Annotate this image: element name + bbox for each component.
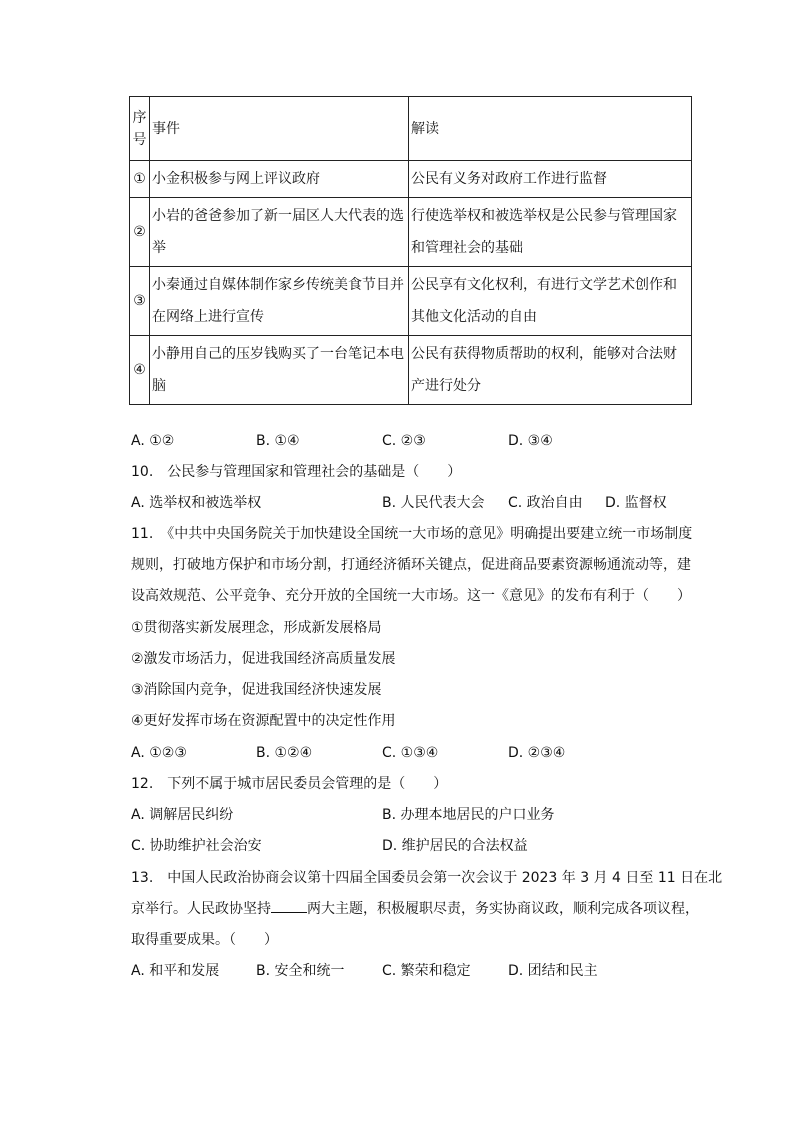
q10-option-c[interactable]: C. 政治自由: [508, 495, 583, 511]
q13-option-a[interactable]: A. 和平和发展: [131, 963, 220, 979]
q12-stem: 12. 下列不属于城市居民委员会管理的是（ ）: [131, 776, 448, 792]
q11-stem-line-1: 11. 《中共中央国务院关于加快建设全国统一大市场的意见》明确提出要建立统一市场制度: [131, 526, 693, 542]
q13-stem-line-3: 取得重要成果。（ ）: [131, 932, 278, 948]
header-event: 事件: [150, 97, 409, 161]
row-event: 小金积极参与网上评议政府: [150, 161, 409, 198]
q12-option-b[interactable]: B. 办理本地居民的户口业务: [382, 807, 555, 823]
q12-option-d[interactable]: D. 维护居民的合法权益: [382, 838, 528, 854]
q11-stem-line-3: 设高效规范、公平竞争、充分开放的全国统一大市场。这一《意见》的发布有利于（ ）: [131, 588, 691, 604]
q12-option-c[interactable]: C. 协助维护社会治安: [131, 838, 262, 854]
q11-option-b[interactable]: B. ①②④: [256, 745, 313, 761]
q11-item-4: ④更好发挥市场在资源配置中的决定性作用: [131, 713, 396, 729]
row-num: ②: [130, 198, 150, 267]
row-event: 小静用自己的压岁钱购买了一台笔记本电脑: [150, 336, 409, 405]
q13-stem-line-2-end: 两大主题，积极履职尽责，务实协商议政，顺利完成各项议程，: [307, 901, 699, 917]
q10-option-b[interactable]: B. 人民代表大会: [382, 495, 485, 511]
q9-option-d[interactable]: D. ③④: [508, 433, 553, 449]
row-interp: 公民享有文化权利，有进行文学艺术创作和其他文化活动的自由: [409, 267, 692, 336]
row-event: 小岩的爸爸参加了新一届区人大代表的选举: [150, 198, 409, 267]
table-row: [130, 161, 692, 198]
q11-option-a[interactable]: A. ①②③: [131, 745, 187, 761]
q11-option-d[interactable]: D. ②③④: [508, 745, 566, 761]
q13-option-c[interactable]: C. 繁荣和稳定: [382, 963, 471, 979]
q11-option-c[interactable]: C. ①③④: [382, 745, 439, 761]
table-row: [130, 336, 692, 405]
row-event: 小秦通过自媒体制作家乡传统美食节目并在网络上进行宣传: [150, 267, 409, 336]
row-num: ④: [130, 336, 150, 405]
row-interp: 行使选举权和被选举权是公民参与管理国家和管理社会的基础: [409, 198, 692, 267]
table-row: [130, 267, 692, 336]
row-interp: 公民有义务对政府工作进行监督: [409, 161, 692, 198]
q12-option-a[interactable]: A. 调解居民纠纷: [131, 807, 234, 823]
q11-item-2: ②激发市场活力，促进我国经济高质量发展: [131, 651, 396, 667]
q9-option-b[interactable]: B. ①④: [256, 433, 300, 449]
q13-option-b[interactable]: B. 安全和统一: [256, 963, 345, 979]
q10-stem: 10. 公民参与管理国家和管理社会的基础是（ ）: [131, 464, 462, 480]
row-num: ①: [130, 161, 150, 198]
q13-stem-line-2: [131, 898, 699, 920]
q10-option-a[interactable]: A. 选举权和被选举权: [131, 495, 262, 511]
header-seq: 序号: [130, 97, 150, 161]
q11-stem-line-2: 规则，打破地方保护和市场分割，打通经济循环关键点，促进商品要素资源畅通流动等，建: [131, 557, 691, 573]
row-num: ③: [130, 267, 150, 336]
table-header-row: [130, 97, 692, 161]
q13-stem-line-2-start: 京举行。人民政协坚持: [131, 901, 271, 917]
q10-option-d[interactable]: D. 监督权: [605, 495, 667, 511]
answer-blank: [271, 898, 307, 913]
table-row: [130, 198, 692, 267]
q13-option-d[interactable]: D. 团结和民主: [508, 963, 598, 979]
event-table: [129, 96, 692, 405]
q11-item-1: ①贯彻落实新发展理念，形成新发展格局: [131, 620, 382, 636]
q11-item-3: ③消除国内竞争，促进我国经济快速发展: [131, 682, 382, 698]
q13-stem-line-1: 13. 中国人民政治协商会议第十四届全国委员会第一次会议于 2023 年 3 月 4 日至 11 日在北: [131, 870, 723, 886]
header-interp: 解读: [409, 97, 692, 161]
q9-option-c[interactable]: C. ②③: [382, 433, 426, 449]
row-interp: 公民有获得物质帮助的权利，能够对合法财产进行处分: [409, 336, 692, 405]
q9-option-a[interactable]: A. ①②: [131, 433, 175, 449]
